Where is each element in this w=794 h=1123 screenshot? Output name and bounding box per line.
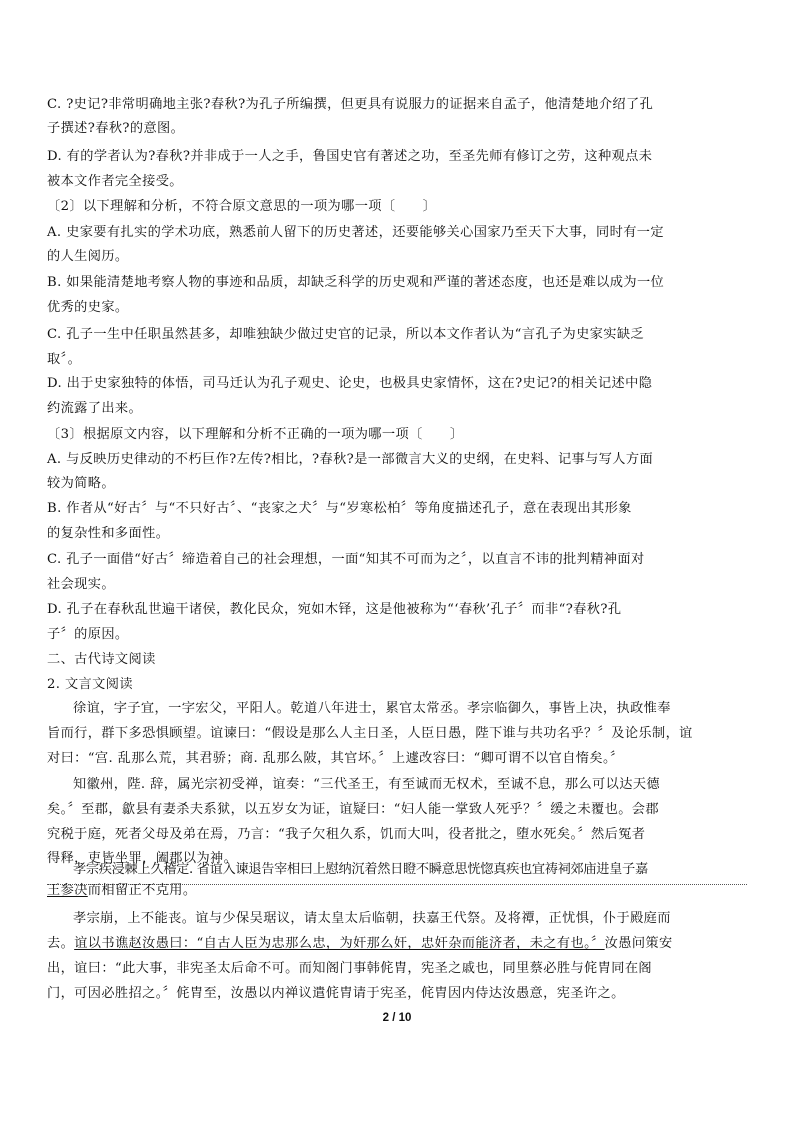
option-d-q1-line1: D. 有的学者认为?春秋?并非成于一人之手，鲁国史官有著述之功，至圣先师有修订之劳，这种观点未 xyxy=(47,149,653,164)
option-d-q2-line2: 约流露了出来。 xyxy=(47,401,143,416)
underlined-text: 王参决 xyxy=(47,883,88,898)
page-number: 2 / 10 xyxy=(382,1012,412,1024)
option-c-q3-line2: 社会现实。 xyxy=(47,577,115,592)
option-b-q3-line1: B. 作者从“好古〞与“不只好古〞、“丧家之犬〞与“岁寒松柏〞等角度描述孔子，意在表现出其形象 xyxy=(47,501,632,516)
passage-p3-line1: 孝宗疾浸棘上久稽定. 省谊入谏退告宰相曰上慰纳沉着然日瞪不瞬意思恍惚真疾也宜祷祠郊庙进皇子嘉 xyxy=(73,862,648,877)
passage-p4-line1: 孝宗崩，上不能丧。谊与少保吴琚议，请太皇太后临朝，扶嘉王代祭。及将禫，正忧惧，仆于殿庭而 xyxy=(73,911,671,926)
option-d-q1-line2: 被本文作者完全接受。 xyxy=(47,174,183,189)
passage-p4-line2-rest: 汝愚问策安 xyxy=(604,936,673,951)
option-a-q3-line2: 较为简略。 xyxy=(47,476,115,491)
question-2-stem: 〔2〕以下理解和分析，不符合原文意思的一项为哪一项〔 〕 xyxy=(47,199,437,214)
option-b-q3-line2: 的复杂性和多面性。 xyxy=(47,526,170,541)
option-c-q1-line2: 子撰述?春秋?的意图。 xyxy=(47,121,185,136)
passage-p1-line2: 旨而行，群下多恐惧顾望。谊谏曰：“假设是那么人主日圣，人臣日愚，陛下谁与共功名乎？〞及论乐制，谊 xyxy=(47,726,693,741)
option-d-q3-line2: 子〞的原因。 xyxy=(47,627,129,642)
option-a-q2-line2: 的人生阅历。 xyxy=(47,249,129,264)
section-heading: 二、古代诗文阅读 xyxy=(47,652,156,667)
passage-p4-line4: 门，可因必胜招之。〞侂胄至，汝愚以内禅议遣侂胄请于宪圣，侂胄因内侍达汝愚意，宪圣许之。 xyxy=(47,986,625,1001)
option-c-q1-line1: C. ?史记?非常明确地主张?春秋?为孔子所编撰，但更具有说服力的证据来自孟子，他清楚地介绍了孔 xyxy=(47,97,654,112)
passage-p4-line2 xyxy=(47,935,747,953)
underlined-sentence: 谊以书谯赵汝愚曰：“自古人臣为忠那么忠，为奸那么奸，忠奸杂而能济者，未之有也。〞 xyxy=(74,936,605,951)
option-c-q2-line2: 取〞。 xyxy=(47,352,82,367)
passage-p1-line3: 对曰：“宫. 乱那么荒，其君骄；商. 乱那么陂，其官坏。〞上遽改容曰：“卿可谓不以官自惰矣。〞 xyxy=(47,751,624,766)
option-a-q3-line1: A. 与反映历史律动的不朽巨作?左传?相比，?春秋?是一部微言大义的史纲，在史料、记事与写人方面 xyxy=(47,452,654,467)
option-c-q2-line1: C. 孔子一生中任职虽然甚多，却唯独缺少做过史官的记录，所以本文作者认为“言孔子为史家实缺乏 xyxy=(47,327,645,342)
option-d-q3-line1: D. 孔子在春秋乱世遍干诸侯，教化民众，宛如木铎，这是他被称为“‘春秋’孔子〞而非“?春秋?孔 xyxy=(47,602,622,617)
passage-p3-line2 xyxy=(47,882,747,900)
subsection-heading: 2. 文言文阅读 xyxy=(47,677,133,692)
passage-p4-line3: 出，谊曰：“此大事，非宪圣太后命不可。而知阁门事韩侂胄，宪圣之戚也，同里蔡必胜与侂胄同在阁 xyxy=(47,961,652,976)
passage-p2-line1: 知徽州，陛. 辞，属光宗初受禅，谊奏：“三代圣王，有至诚而无权术，至诚不息，那么可以达天德 xyxy=(73,777,660,792)
option-d-q2-line1: D. 出于史家独特的体悟，司马迁认为孔子观史、论史，也极具史家情怀，这在?史记?的相关记述中隐 xyxy=(47,376,653,391)
passage-p1-line1: 徐谊，字子宜，一字宏父，平阳人。乾道八年进士，累官太常丞。孝宗临御久，事皆上决，执政惟奉 xyxy=(73,701,671,716)
passage-p4-line2-start: 去。 xyxy=(47,936,75,951)
option-c-q3-line1: C. 孔子一面借“好古〞缔造着自己的社会理想，一面“知其不可而为之〞，以直言不讳的批判精神面对 xyxy=(47,552,645,567)
question-3-stem: 〔3〕根据原文内容，以下理解和分析不正确的一项为哪一项〔 〕 xyxy=(47,427,464,442)
passage-p3-line2-rest: 而相留正不克用。 xyxy=(87,883,197,898)
option-b-q2-line2: 优秀的史家。 xyxy=(47,300,129,315)
passage-p2-line2: 矣。〞至郡，歙县有妻杀夫系狱，以五岁女为证，谊疑曰：“妇人能一掌致人死乎？〞缓之未覆也。会郡 xyxy=(47,802,659,817)
passage-p2-line3: 究税于庭，死者父母及弟在焉，乃言：“我子欠租久系，饥而大叫，役者批之，堕水死矣。〞然后冤者 xyxy=(47,827,646,842)
option-b-q2-line1: B. 如果能清楚地考察人物的事迹和品质，却缺乏科学的历史观和严谨的著述态度，也还是难以成为一位 xyxy=(47,275,665,290)
passage-p2-line4: 得释，吏皆坐罪，阖郡以为神。 xyxy=(47,851,238,866)
option-a-q2-line1: A. 史家要有扎实的学术功底，熟悉前人留下的历史著述，还要能够关心国家乃至天下大事，同时有一定 xyxy=(47,225,664,240)
